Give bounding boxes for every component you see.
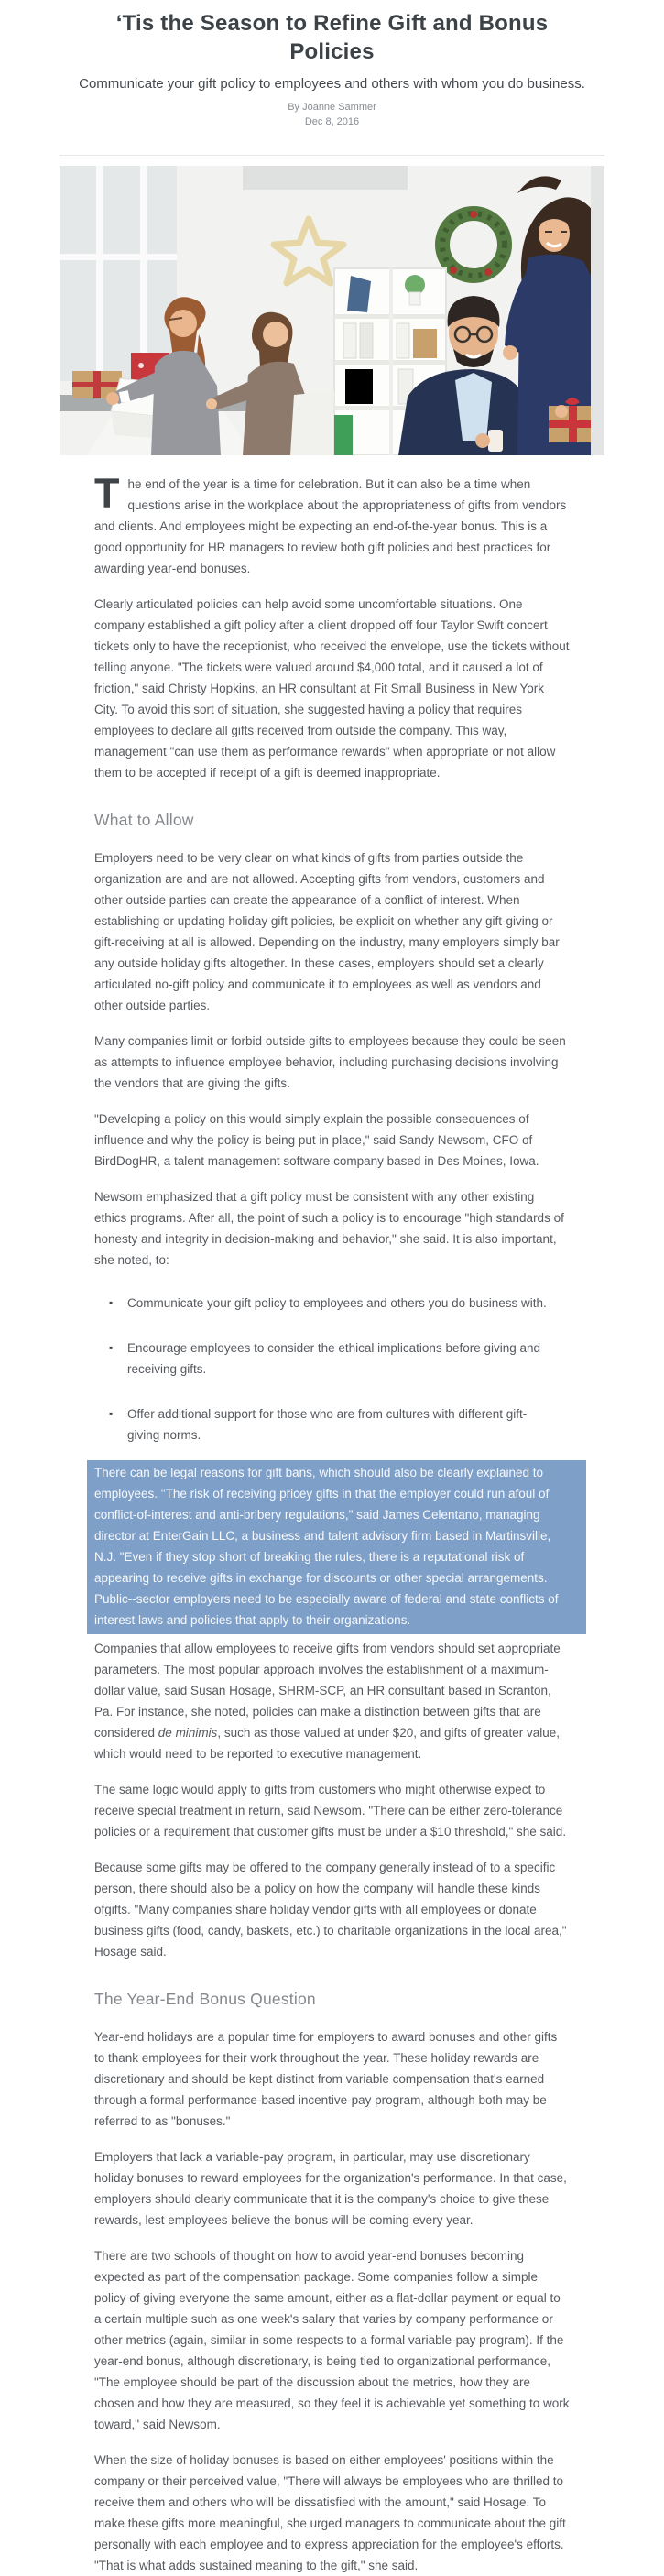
article-subtitle: Communicate your gift policy to employees and others with whom you do business. [79, 76, 585, 92]
bonus-paragraph-3: There are two schools of thought on how to avoid year-end bonuses becoming expected as part of the compensation package. Some companies follow a simple policy of giving everyone the same amount, either as a flat-dollar payment or equal to a certain multiple such as one week's salary that varies by company performance or other metrics (again, similar in some respects to a formal variable-pay program). If the year-end bonus, although discretionary, is being tied to organizational performance, "The employee should be part of the discussion about the metrics, how they are chosen and how they are measured, so they feel it is achievable yet something to work toward," said Newsom. [94, 2249, 570, 2431]
allow-paragraph-5-start: Companies that allow employees to receive gifts from vendors should set appropriate parameters. The most popular approach involves the establishment of a maximum-dollar value, said Susan Hosage, SHRM-SCP, an HR consultant based in Scranton, Pa. For instance, she noted, policies can make a distinction between gifts that are considered [94, 1642, 561, 1740]
page-title: ‘Tis the Season to Refine Gift and Bonus Policies [115, 11, 549, 64]
allow-paragraph-3: "Developing a policy on this would simply explain the possible consequences of influence and why the policy is being put in place," said Sandy Newsom, CFO of BirdDogHR, a talent management software company based in Des Moines, Iowa. [94, 1112, 539, 1168]
bonus-paragraph-4: When the size of holiday bonuses is based on either employees' positions within the company or their perceived value, "There will always be employees who are thrilled to receive them and others who will be dissatisfied with the amount," said Hosage. To make these gifts more meaningful, she urged managers to communicate about the gift personally with each employee and to express appreciation for the employee's efforts. "That is what adds sustained meaning to the gift," she said. [94, 2453, 566, 2572]
policy-bullet-list [94, 1293, 570, 1446]
intro-paragraph-1-text: he end of the year is a time for celebration. But it can also be a time when questions arise in the workplace about the appropriateness of gifts from vendors and clients. And employees might be expecting an end-of-the-year bonus. This is a good opportunity for HR managers to review both gift policies and best practices for awarding year-end bonuses. [94, 477, 567, 575]
section-heading-what-to-allow: What to Allow [94, 811, 194, 829]
byline-author: By Joanne Sammer [288, 102, 376, 113]
allow-paragraph-5 [94, 1638, 570, 1764]
bonus-paragraph-2: Employers that lack a variable-pay program, in particular, may use discretionary holiday bonuses to reward employees for the organization's performance. In that case, employers should clearly communicate that it is the company's choice to give these rewards, lest employees believe the bonus will be coming every year. [94, 2150, 567, 2227]
bullet-item: ▪ Communicate your gift policy to employees and others you do business with. [127, 1293, 570, 1314]
bullet-item: ▪ Offer additional support for those who are from cultures with different gift-giving norms. [127, 1403, 570, 1446]
highlighted-paragraph: There can be legal reasons for gift bans, which should also be clearly explained to employees. "The risk of receiving pricey gifts in that the employer could run afoul of conflict-of-interest and anti-bribery regulations," said James Celentano, managing director at EnterGain LLC, a business and talent advisory firm based in Martinsville, N.J. "Even if they stop short of breaking the rules, there is a reputational risk of appearing to receive gifts in exchange for discounts or other special arrangements. Public--sector employers need to be especially aware of federal and state conflicts of interest laws and policies that apply to their organizations. [87, 1460, 586, 1634]
partition [591, 166, 604, 455]
drop-cap: T [94, 470, 120, 517]
intro-paragraph-1 [94, 470, 570, 579]
hero-image [60, 166, 604, 455]
allow-paragraph-1: Employers need to be very clear on what kinds of gifts from parties outside the organization are and are not allowed. Accepting gifts from vendors, customers and other outside parties can create the appearance of a conflict of interest. When establishing or updating holiday gift policies, be explicit on whether any gift-giving or gift-receiving at all is allowed. Depending on the industry, many employers simply bar any outside holiday gifts altogether. In these cases, employers should set a clearly articulated no-gift policy and communicate it to employees as well as vendors and other outside parties. [94, 851, 560, 1012]
intro-paragraph-2: Clearly articulated policies can help avoid some uncomfortable situations. One company established a gift policy after a client dropped off four Taylor Swift concert tickets only to have the receptionist, who received the envelope, use the tickets without telling anyone. "The tickets were valued around $4,000 total, and it caused a lot of friction," said Christy Hopkins, an HR consultant at Fit Small Business in New York City. To avoid this sort of situation, she suggested having a policy that requires employees to declare all gifts received from outside the company. This way, management "can use them as performance rewards" when appropriate or not allow them to be accepted if receipt of a gift is deemed inappropriate. [94, 597, 570, 780]
section-heading-year-end-bonus: The Year-End Bonus Question [94, 1990, 316, 2008]
allow-paragraph-4: Newsom emphasized that a gift policy must be consistent with any other existing ethics programs. After all, the point of such a policy is to encourage "high standards of honesty and integrity in decision-making and behavior," she said. It is also important, she noted, to: [94, 1190, 564, 1267]
bullet-item: ▪ Encourage employees to consider the ethical implications before giving and receiving gifts. [127, 1337, 570, 1380]
article-body [94, 470, 570, 2576]
ceiling-panel [243, 166, 408, 190]
window-panels [60, 166, 177, 381]
de-minimis-italic: de minimis [158, 1726, 218, 1740]
allow-paragraph-7: Because some gifts may be offered to the company generally instead of to a specific person, there should also be a policy on how the company will handle these kinds ofgifts. "Many companies share holiday vendor gifts with all employees or donate business gifts (food, candy, baskets, etc.) to charitable organizations in the local area," Hosage said. [94, 1861, 567, 1959]
allow-paragraph-5-end: , such as those valued at under $20, and gifts of greater value, which would need to be reported to executive management. [94, 1726, 561, 1761]
allow-paragraph-2: Many companies limit or forbid outside gifts to employees because they could be seen as attempts to influence employee behavior, including purchasing decisions involving the vendors that are giving the gifts. [94, 1034, 566, 1090]
header-divider [60, 155, 604, 156]
article-date: Dec 8, 2016 [304, 116, 360, 127]
bonus-paragraph-1: Year-end holidays are a popular time for employers to award bonuses and other gifts to thank employees for their work throughout the year. These holiday rewards are discretionary and should be kept distinct from variable compensation that's earned through a formal performance-based incentive-pay program, although both may be referred to as "bonuses." [94, 2030, 558, 2128]
allow-paragraph-6: The same logic would apply to gifts from customers who might otherwise expect to receive special treatment in return, said Newsom. "There can be either zero-tolerance policies or a requirement that customer gifts must be under a $10 threshold," she said. [94, 1783, 567, 1839]
